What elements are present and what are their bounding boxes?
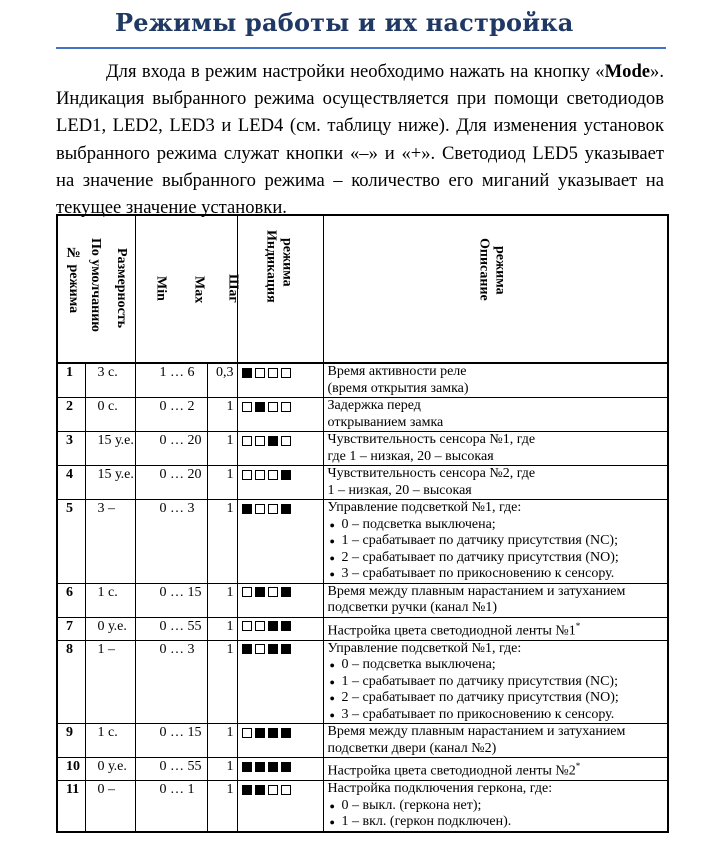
default-value: 0 у.е.	[85, 758, 135, 781]
step-value: 1	[207, 432, 237, 466]
led-off-icon	[255, 368, 265, 378]
mode-number: 5	[57, 500, 85, 584]
led-on-icon	[281, 728, 291, 738]
led-off-icon	[242, 621, 252, 631]
mode-description	[323, 617, 668, 640]
step-value: 0,3	[207, 363, 237, 398]
mode-description	[323, 583, 668, 617]
mode-description	[323, 398, 668, 432]
mode-indication	[237, 758, 323, 781]
description-line: Настройка подключения геркона, где:	[327, 781, 553, 797]
step-value: 1	[207, 758, 237, 781]
led-off-icon	[255, 621, 265, 631]
led-on-icon	[268, 728, 278, 738]
led-on-icon	[255, 402, 265, 412]
mode-keyword: Mode	[604, 61, 651, 82]
step-value: 1	[207, 640, 237, 724]
mode-description	[323, 363, 668, 398]
mode-number: 2	[57, 398, 85, 432]
header-group-defaults	[57, 215, 135, 363]
header-description	[323, 215, 668, 363]
led-off-icon	[255, 436, 265, 446]
description-line: Время активности реле	[327, 364, 467, 379]
header-mode-no: № режима	[66, 246, 81, 314]
description-line: подсветки двери (канал №2)	[327, 740, 497, 756]
intro-part1: Для входа в режим настройки необходимо нажать на кнопку «	[106, 61, 605, 82]
mode-description	[323, 781, 668, 832]
option-list	[328, 657, 668, 723]
table-row	[57, 583, 668, 617]
option-item: ● 0 – подсветка выключена;	[328, 517, 668, 534]
header-group-range	[135, 215, 241, 363]
led-on-icon	[281, 644, 291, 654]
led-off-icon	[255, 470, 265, 480]
option-item: ● 3 – срабатывает по прикосновению к сенсору.	[328, 566, 668, 583]
header-description-line2: режима	[492, 246, 508, 295]
header-indication-line2: режима	[279, 238, 295, 287]
option-item: ● 0 – подсветка выключена;	[328, 657, 668, 674]
led-on-icon	[281, 504, 291, 514]
description-line: открыванием замка	[327, 414, 444, 430]
table-row	[57, 363, 668, 398]
header-unit: Размерность	[114, 248, 129, 329]
modes-table	[56, 214, 669, 833]
table-row	[57, 617, 668, 640]
value-range: 0 … 15	[135, 583, 207, 617]
option-list	[328, 517, 668, 583]
value-range: 0 … 2	[135, 398, 207, 432]
title-underline	[56, 47, 666, 49]
default-value: 3 с.	[85, 363, 135, 398]
led-on-icon	[268, 436, 278, 446]
mode-description	[323, 640, 668, 724]
description-line: (время открытия замка)	[327, 380, 469, 396]
led-off-icon	[268, 785, 278, 795]
value-range: 0 … 15	[135, 724, 207, 758]
led-off-icon	[281, 436, 291, 446]
value-range: 0 … 3	[135, 640, 207, 724]
default-value: 0 у.е.	[85, 617, 135, 640]
mode-indication	[237, 781, 323, 832]
default-value: 0 с.	[85, 398, 135, 432]
led-on-icon	[242, 644, 252, 654]
led-on-icon	[281, 621, 291, 631]
led-on-icon	[268, 762, 278, 772]
header-indication	[237, 215, 323, 363]
table-row	[57, 640, 668, 724]
description-line: Настройка цвета светодиодной ленты №1*	[327, 620, 581, 639]
mode-indication	[237, 583, 323, 617]
led-on-icon	[242, 762, 252, 772]
led-off-icon	[281, 785, 291, 795]
description-line: Настройка цвета светодиодной ленты №2*	[327, 761, 581, 779]
default-value: 1 с.	[85, 724, 135, 758]
mode-indication	[237, 432, 323, 466]
led-off-icon	[281, 402, 291, 412]
option-item: ● 2 – срабатывает по датчику присутствия (NO);	[328, 550, 668, 567]
mode-description	[323, 500, 668, 584]
mode-number: 8	[57, 640, 85, 724]
led-off-icon	[242, 470, 252, 480]
led-on-icon	[281, 587, 291, 597]
table-row	[57, 781, 668, 832]
mode-number: 7	[57, 617, 85, 640]
description-line: Чувствительность сенсора №1, где	[327, 432, 536, 447]
led-off-icon	[268, 368, 278, 378]
description-line: Чувствительность сенсора №2, где	[327, 466, 536, 481]
intro-paragraph	[56, 58, 664, 221]
description-line: Время между плавным нарастанием и затуханием	[327, 583, 626, 599]
mode-indication	[237, 724, 323, 758]
led-off-icon	[255, 644, 265, 654]
mode-indication	[237, 466, 323, 500]
led-off-icon	[268, 470, 278, 480]
step-value: 1	[207, 466, 237, 500]
led-on-icon	[242, 504, 252, 514]
mode-description	[323, 758, 668, 781]
default-value: 15 у.е.	[85, 466, 135, 500]
led-off-icon	[268, 587, 278, 597]
default-value: 1 –	[85, 640, 135, 724]
description-line: где 1 – низкая, 20 – высокая	[327, 448, 494, 464]
led-off-icon	[268, 504, 278, 514]
led-on-icon	[255, 728, 265, 738]
led-off-icon	[242, 728, 252, 738]
header-max: Max	[191, 276, 207, 304]
table-row	[57, 758, 668, 781]
description-line: Время между плавным нарастанием и затуханием	[327, 724, 626, 740]
description-line: Управление подсветкой №1, где:	[327, 640, 522, 656]
led-on-icon	[281, 762, 291, 772]
led-off-icon	[268, 402, 278, 412]
led-off-icon	[255, 504, 265, 514]
mode-description	[323, 432, 668, 466]
led-on-icon	[255, 762, 265, 772]
led-on-icon	[255, 587, 265, 597]
mode-indication	[237, 363, 323, 398]
default-value: 1 с.	[85, 583, 135, 617]
option-item: ● 3 – срабатывает по прикосновению к сенсору.	[328, 707, 668, 724]
mode-indication	[237, 500, 323, 584]
table-header-row	[57, 215, 668, 363]
value-range: 0 … 1	[135, 781, 207, 832]
option-item: ● 0 – выкл. (геркона нет);	[328, 798, 668, 815]
footnote-mark: *	[575, 761, 581, 772]
option-item: ● 1 – срабатывает по датчику присутствия (NC);	[328, 674, 668, 691]
page-title: Режимы работы и их настройка	[115, 8, 574, 37]
value-range: 0 … 20	[135, 466, 207, 500]
led-on-icon	[268, 621, 278, 631]
mode-number: 6	[57, 583, 85, 617]
led-off-icon	[281, 368, 291, 378]
table-row	[57, 724, 668, 758]
header-default: По умолчанию	[88, 238, 103, 332]
led-off-icon	[242, 436, 252, 446]
description-line: Управление подсветкой №1, где:	[327, 500, 522, 515]
value-range: 0 … 55	[135, 617, 207, 640]
step-value: 1	[207, 500, 237, 584]
mode-indication	[237, 398, 323, 432]
option-list	[328, 798, 668, 831]
value-range: 0 … 55	[135, 758, 207, 781]
default-value: 3 –	[85, 500, 135, 584]
option-item: ● 1 – срабатывает по датчику присутствия (NC);	[328, 533, 668, 550]
footnote-mark: *	[575, 620, 581, 631]
table-row	[57, 466, 668, 500]
led-on-icon	[281, 470, 291, 480]
table-row	[57, 398, 668, 432]
description-line: 1 – низкая, 20 – высокая	[327, 482, 472, 498]
intro-part2: ». Индикация выбранного режима осуществляется при помощи светодиодов LED1, LED2, LED3 и LED4 (см. таблицу ниже). Для изменения установок выбранного режима служат кнопки «–» и «+». Светодиод LED5 указывает на значение выбранного режима – количество его миганий указывает на текущее значение установки.	[56, 61, 664, 219]
mode-number: 9	[57, 724, 85, 758]
option-item: ● 1 – вкл. (геркон подключен).	[328, 814, 668, 831]
description-line: Задержка перед	[327, 398, 421, 413]
step-value: 1	[207, 724, 237, 758]
mode-number: 1	[57, 363, 85, 398]
step-value: 1	[207, 781, 237, 832]
mode-description	[323, 466, 668, 500]
mode-number: 3	[57, 432, 85, 466]
table-row	[57, 500, 668, 584]
default-value: 0 –	[85, 781, 135, 832]
value-range: 0 … 3	[135, 500, 207, 584]
header-step: Шаг	[225, 274, 241, 303]
mode-number: 10	[57, 758, 85, 781]
header-indication-line1: Индикация	[263, 230, 279, 303]
value-range: 1 … 6	[135, 363, 207, 398]
default-value: 15 у.е.	[85, 432, 135, 466]
led-off-icon	[242, 402, 252, 412]
mode-description	[323, 724, 668, 758]
mode-indication	[237, 617, 323, 640]
mode-number: 4	[57, 466, 85, 500]
step-value: 1	[207, 398, 237, 432]
mode-indication	[237, 640, 323, 724]
mode-number: 11	[57, 781, 85, 832]
header-description-line1: Описание	[476, 238, 492, 301]
led-off-icon	[242, 587, 252, 597]
option-item: ● 2 – срабатывает по датчику присутствия (NO);	[328, 690, 668, 707]
led-on-icon	[242, 368, 252, 378]
value-range: 0 … 20	[135, 432, 207, 466]
led-on-icon	[255, 785, 265, 795]
step-value: 1	[207, 617, 237, 640]
led-on-icon	[242, 785, 252, 795]
step-value: 1	[207, 583, 237, 617]
description-line: подсветки ручки (канал №1)	[327, 600, 498, 615]
led-on-icon	[268, 644, 278, 654]
header-min: Min	[153, 276, 169, 301]
table-row	[57, 432, 668, 466]
